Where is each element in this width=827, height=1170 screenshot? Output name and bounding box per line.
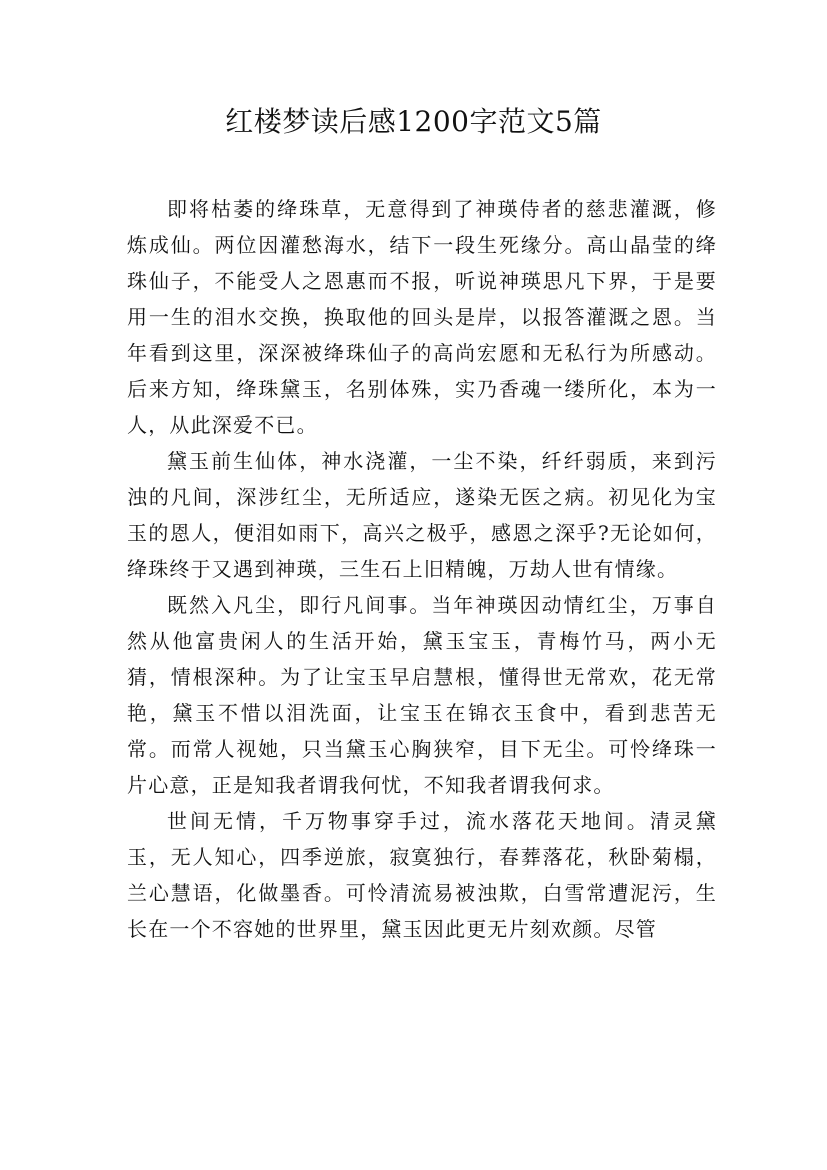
paragraph: 世间无情，千万物事穿手过，流水落花天地间。清灵黛玉，无人知心，四季逆旅，寂寞独行，春葬落花，秋卧菊榻，兰心慧语，化做墨香。可怜清流易被浊欺，白雪常遭泥污，生长在一个不容她的世界里，黛玉因此更无片刻欢颜。尽管 xyxy=(127,809,717,941)
document-title: 红楼梦读后感1200字范文5篇 xyxy=(225,105,602,138)
paragraph: 即将枯萎的绛珠草，无意得到了神瑛侍者的慈悲灌溉，修炼成仙。两位因灌愁海水，结下一段生死缘分。高山晶莹的绛珠仙子，不能受人之恩惠而不报，听说神瑛思凡下界，于是要用一生的泪水交换，换取他的回头是岸，以报答灌溉之恩。当年看到这里，深深被绛珠仙子的高尚宏愿和无私行为所感动。后来方知，绛珠黛玉，名别体殊，实乃香魂一缕所化，本为一人，从此深爱不已。 xyxy=(127,197,717,437)
document-body xyxy=(127,191,717,947)
paragraph: 黛玉前生仙体，神水浇灌，一尘不染，纤纤弱质，来到污浊的凡间，深涉红尘，无所适应，遂染无医之病。初见化为宝玉的恩人，便泪如雨下，高兴之极乎，感恩之深乎?无论如何，绛珠终于又遇到神瑛，三生石上旧精魄，万劫人世有情缘。 xyxy=(127,449,717,581)
paragraph: 既然入凡尘，即行凡间事。当年神瑛因动情红尘，万事自然从他富贵闲人的生活开始，黛玉宝玉，青梅竹马，两小无猜，情根深种。为了让宝玉早启慧根，懂得世无常欢，花无常艳，黛玉不惜以泪洗面，让宝玉在锦衣玉食中，看到悲苦无常。而常人视她，只当黛玉心胸狭窄，目下无尘。可怜绛珠一片心意，正是知我者谓我何忧，不知我者谓我何求。 xyxy=(127,593,717,797)
